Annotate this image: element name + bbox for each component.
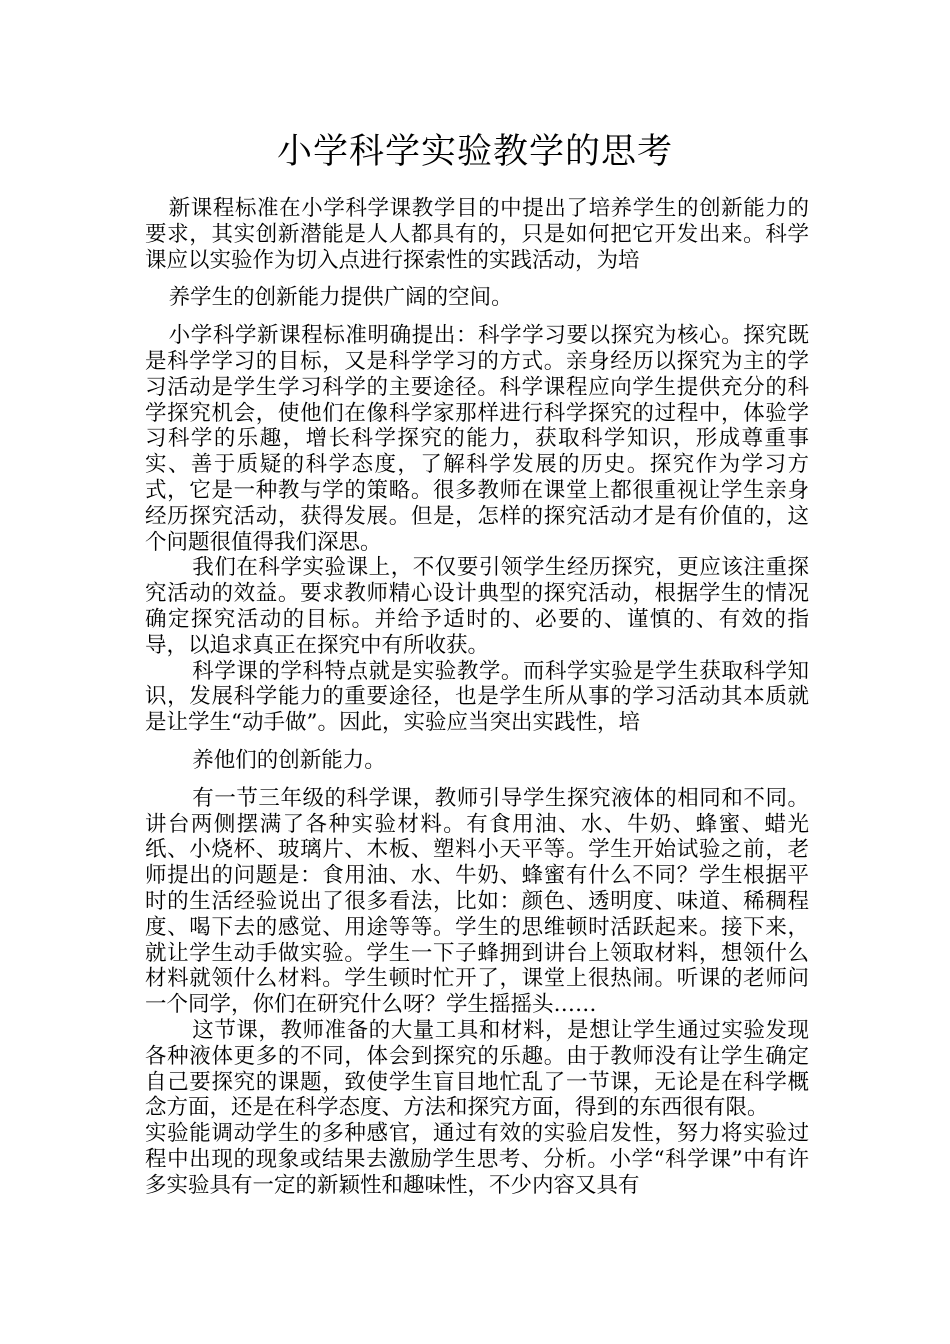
paragraph-3 <box>145 555 809 658</box>
paragraph-2 <box>145 323 809 555</box>
paragraph-7 <box>145 1121 809 1198</box>
paragraph-4-text: 科学课的学科特点就是实验教学。而科学实验是学生获取科学知识，发展科学能力的重要途径，也是学生所从事的学习活动其本质就是让学生“动手做”。因此，实验应当突出实践性，培 <box>145 658 809 736</box>
paragraph-6 <box>145 1018 809 1121</box>
paragraph-5-text: 有一节三年级的科学课，教师引导学生探究液体的相同和不同。讲台两侧摆满了各种实验材料。有食用油、水、牛奶、蜂蜜、蜡光纸、小烧杯、玻璃片、木板、塑料小天平等。学生开始试验之前，老师提出的问题是：食用油、水、牛奶、蜂蜜有什么不同？学生根据平时的生活经验说出了很多看法，比如：颜色、透明度、味道、稀稠程度、喝下去的感觉、用途等等。学生的思维顿时活跃起来。接下来，就让学生动手做实验。学生一下子蜂拥到讲台上领取材料，想领什么材料就领什么材料。学生顿时忙开了，课堂上很热闹。听课的老师问一个同学，你们在研究什么呀？学生摇摇头…… <box>145 785 809 1018</box>
paragraph-7-text: 实验能调动学生的多种感官，通过有效的实验启发性，努力将实验过程中出现的现象或结果去激励学生思考、分析。小学“科学课”中有许多实验具有一定的新颖性和趣味性，不少内容又具有 <box>145 1121 809 1198</box>
paragraph-1-tail: 养学生的创新能力提供广阔的空间。 <box>168 285 513 311</box>
document-title: 小学科学实验教学的思考 <box>276 132 673 172</box>
paragraph-2-text: 小学科学新课程标准明确提出：科学学习要以探究为核心。探究既是科学学习的目标，又是科学学习的方式。亲身经历以探究为主的学习活动是学生学习科学的主要途径。科学课程应向学生提供充分的科学探究机会，使他们在像科学家那样进行科学探究的过程中，体验学习科学的乐趣，增长科学探究的能力，获取科学知识，形成尊重事实、善于质疑的科学态度，了解科学发展的历史。探究作为学习方式，它是一种教与学的策略。很多教师在课堂上都很重视让学生亲身经历探究活动，获得发展。但是，怎样的探究活动才是有价值的，这个问题很值得我们深思。 <box>145 323 809 555</box>
paragraph-3-text: 我们在科学实验课上，不仅要引领学生经历探究，更应该注重探究活动的效益。要求教师精心设计典型的探究活动，根据学生的情况确定探究活动的目标。并给予适时的、必要的、谨慎的、有效的指导，以追求真正在探究中有所收获。 <box>145 555 809 658</box>
document-body <box>145 196 809 1198</box>
paragraph-4-tail: 养他们的创新能力。 <box>192 747 386 773</box>
paragraph-1-text: 新课程标准在小学科学课教学目的中提出了培养学生的创新能力的要求，其实创新潜能是人人都具有的，只是如何把它开发出来。科学课应以实验作为切入点进行探索性的实践活动，为培 <box>145 196 809 273</box>
paragraph-4 <box>145 659 809 774</box>
paragraph-5 <box>145 786 809 1018</box>
paragraph-6-text: 这节课，教师准备的大量工具和材料，是想让学生通过实验发现各种液体更多的不同，体会到探究的乐趣。由于教师没有让学生确定自己要探究的课题，致使学生盲目地忙乱了一节课，无论是在科学概念方面，还是在科学态度、方法和探究方面，得到的东西很有限。 <box>145 1017 809 1121</box>
paragraph-1 <box>145 196 809 311</box>
